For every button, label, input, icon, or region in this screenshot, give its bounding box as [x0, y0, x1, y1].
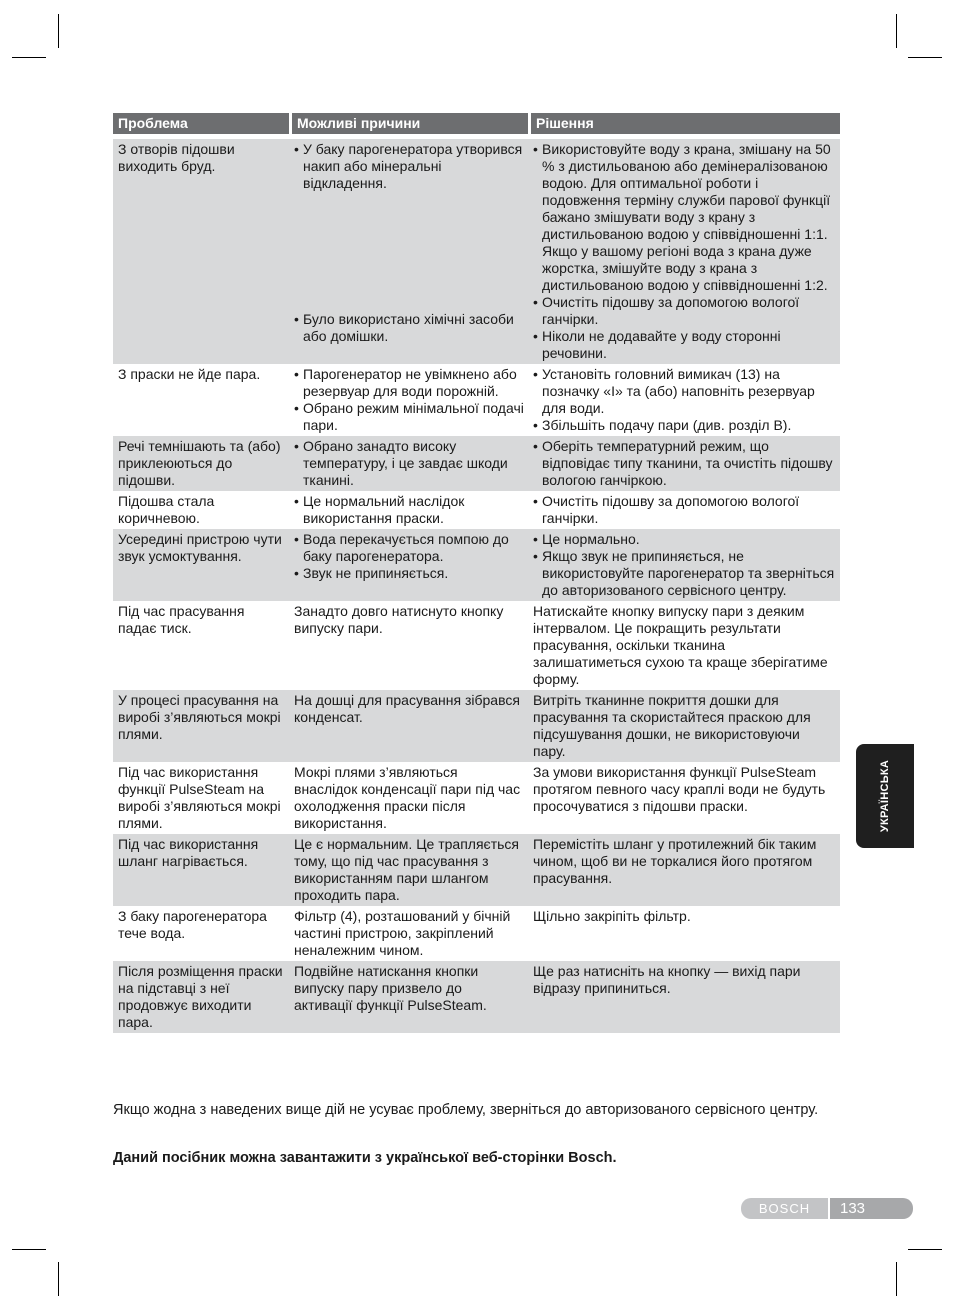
solutions-cell [528, 364, 840, 436]
troubleshooting-table [113, 113, 840, 1033]
cause-cell: Це є нормальним. Це трапляється тому, що під час прасування з використанням пари шлангом проходить пара. [289, 834, 528, 906]
header-solutions: Рішення [528, 113, 840, 139]
problem-cell: З баку парогенератора тече вода. [113, 906, 289, 961]
cause-cell: Занадто довго натиснуто кнопку випуску пари. [289, 601, 528, 690]
solution-cell: Витріть тканинне покриття дошки для прасування та скористайтеся праскою для підсушування дошки, не використовуючи пару. [528, 690, 840, 762]
language-side-tab-label: УКРАЇНСЬКА [879, 759, 891, 833]
header-problem: Проблема [113, 113, 289, 139]
table-row [113, 961, 840, 1033]
cause-item: • Звук не припиняється. [294, 565, 524, 582]
solution-cell: Ще раз натисніть на кнопку — вихід пари відразу припиниться. [528, 961, 840, 1033]
solution-item: • Очистіть підошву за допомогою вологої ганчірки. [533, 294, 836, 328]
table-row [113, 601, 840, 690]
cause-item: • Вода перекачується помпою до баку парогенератора. [294, 531, 524, 565]
cause-item: • Парогенератор не увімкнено або резервуар для води порожній. [294, 366, 524, 400]
solution-item: • Якщо звук не припиняється, не використовуйте парогенератор та зверніться до авторизованого сервісного центру. [533, 548, 836, 599]
table-row [113, 139, 840, 364]
cause-item: • Було використано хімічні засоби або домішки. [294, 311, 524, 345]
cause-cell: Подвійне натискання кнопки випуску пару призвело до активації функції PulseSteam. [289, 961, 528, 1033]
table-row [113, 690, 840, 762]
problem-cell: З отворів підошви виходить бруд. [113, 139, 289, 364]
problem-cell: У процесі прасування на виробі з’являються мокрі плями. [113, 690, 289, 762]
cause-item: • Обрано занадто високу температуру, і це завдає шкоди тканині. [294, 438, 524, 489]
table-row [113, 529, 840, 601]
table-row [113, 834, 840, 906]
problem-cell: Підошва стала коричневою. [113, 491, 289, 529]
table-row [113, 906, 840, 961]
cause-cell: Мокрі плями з’являються внаслідок конденсації пари під час охолодження праски після використання. [289, 762, 528, 834]
causes-cell [289, 491, 528, 529]
cause-item: • Це нормальний наслідок використання праски. [294, 493, 524, 527]
solution-cell: За умови використання функції PulseSteam протягом певного часу краплі води не будуть просочуватися з підошви праски. [528, 762, 840, 834]
solutions-cell [528, 139, 840, 364]
solutions-cell [528, 491, 840, 529]
problem-cell: Речі темнішають та (або) приклеюються до підошви. [113, 436, 289, 491]
service-note: Якщо жодна з наведених вище дій не усуває проблему, зверніться до авторизованого сервісного центру. [113, 1102, 819, 1118]
cause-item: • Обрано режим мінімальної подачі пари. [294, 400, 524, 434]
solutions-cell [528, 436, 840, 491]
causes-cell [289, 139, 528, 364]
solution-item: • Збільшіть подачу пари (див. розділ B). [533, 417, 836, 434]
table-row [113, 762, 840, 834]
solution-cell: Перемістіть шланг у протилежний бік таким чином, щоб ви не торкалися його протягом прасування. [528, 834, 840, 906]
page-number: 133 [830, 1198, 913, 1219]
solution-item: • Це нормально. [533, 531, 836, 548]
solution-item: • Оберіть температурний режим, що відповідає типу тканини, та очистіть підошву вологою ганчіркою. [533, 438, 836, 489]
table-row [113, 491, 840, 529]
solution-item: • Використовуйте воду з крана, змішану на 50 % з дистильованою або демінералізованою водою. Для оптимальної роботи і подовження терміну служби парової функції бажано змішувати воду з крану з дистильованою водою у співвідношенні 1:1. Якщо у вашому регіоні вода з крана дуже жорстка, змішуйте воду з крана з дистильованою водою у співвідношенні 1:2. [533, 141, 836, 294]
solutions-cell [528, 529, 840, 601]
causes-cell [289, 364, 528, 436]
problem-cell: Усередині пристрою чути звук усмоктування. [113, 529, 289, 601]
language-side-tab [856, 744, 914, 848]
footer-brand: BOSCH [741, 1198, 828, 1219]
table-row [113, 364, 840, 436]
cause-cell: На дошці для прасування зібрався конденсат. [289, 690, 528, 762]
causes-cell [289, 529, 528, 601]
solution-cell: Щільно закріпіть фільтр. [528, 906, 840, 961]
solution-item: • Установіть головний вимикач (13) на позначку «I» та (або) наповніть резервуар для води. [533, 366, 836, 417]
table-row [113, 436, 840, 491]
problem-cell: Після розміщення праски на підставці з неї продовжує виходити пара. [113, 961, 289, 1033]
problem-cell: Під час використання функції PulseSteam на виробі з’являються мокрі плями. [113, 762, 289, 834]
table-header-row [113, 113, 840, 139]
problem-cell: Під час прасування падає тиск. [113, 601, 289, 690]
download-note: Даний посібник можна завантажити з української веб-сторінки Bosch. [113, 1150, 617, 1166]
cause-cell: Фільтр (4), розташований у бічній частині пристрою, закріплений неналежним чином. [289, 906, 528, 961]
solution-item: • Ніколи не додавайте у воду сторонні речовини. [533, 328, 836, 362]
problem-cell: Під час використання шланг нагрівається. [113, 834, 289, 906]
solution-item: • Очистіть підошву за допомогою вологої ганчірки. [533, 493, 836, 527]
cause-item: • У баку парогенератора утворився накип або мінеральні відкладення. [294, 141, 524, 192]
problem-cell: З праски не йде пара. [113, 364, 289, 436]
solution-cell: Натискайте кнопку випуску пари з деяким інтервалом. Це покращить результати прасування, оскільки тканина залишатиметься сухою та краще зберігатиме форму. [528, 601, 840, 690]
causes-cell [289, 436, 528, 491]
header-causes: Можливі причини [289, 113, 528, 139]
